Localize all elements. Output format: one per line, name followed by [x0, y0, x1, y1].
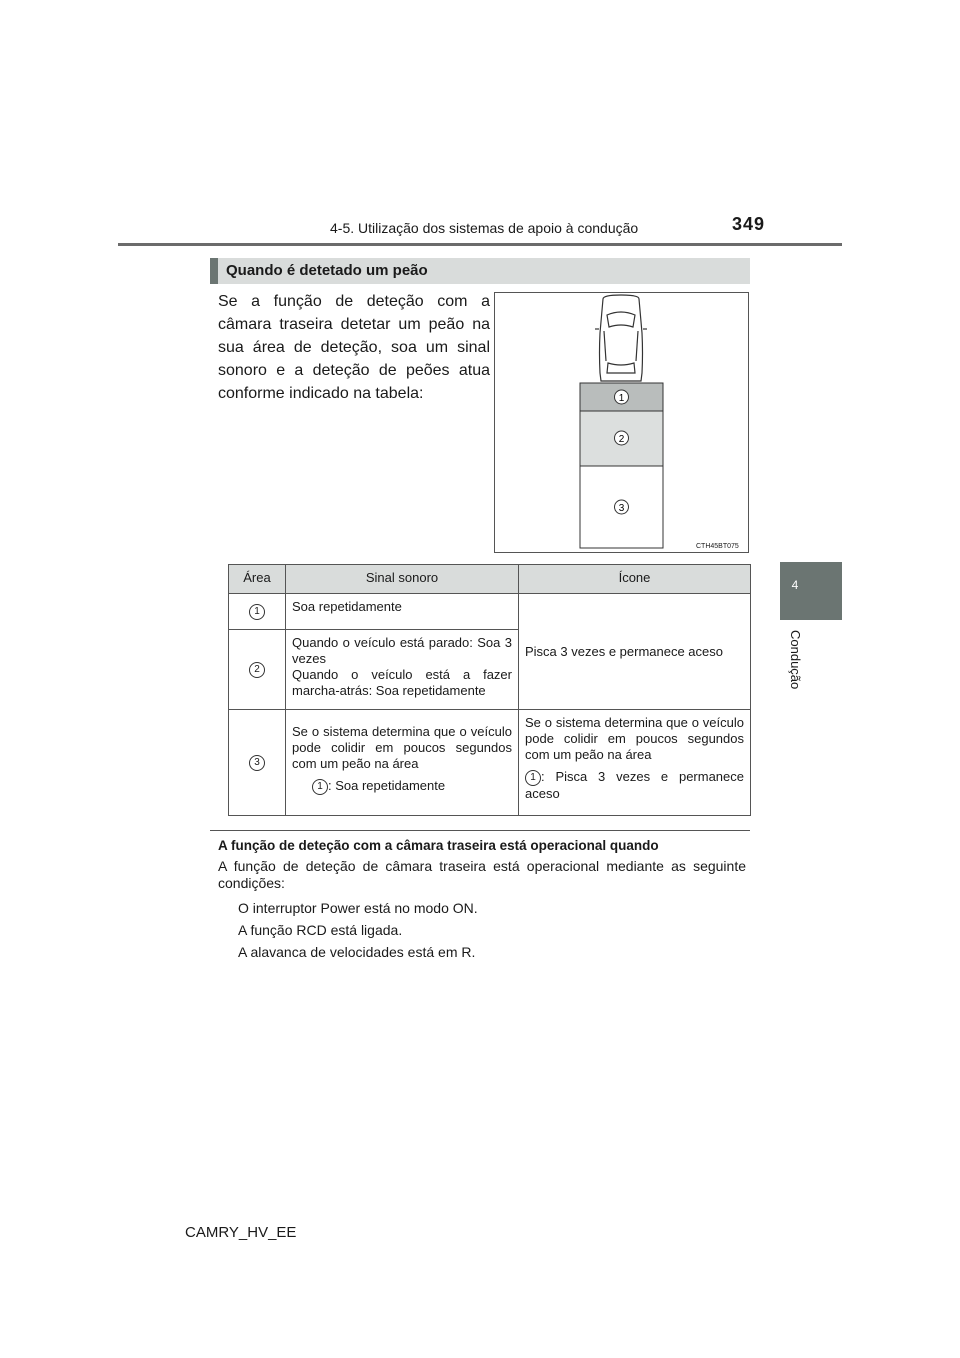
table-row [229, 594, 751, 630]
heading-accent-bar [210, 258, 218, 284]
zone-3-label: 3 [618, 503, 625, 514]
header-area: Área [229, 565, 286, 594]
header-sound: Sinal sonoro [286, 565, 519, 594]
car-icon [595, 295, 647, 381]
diagram-svg [495, 293, 748, 552]
table-row [229, 710, 751, 816]
sound-cell: Soa repetidamente [286, 594, 519, 630]
area-1-marker: 1 [249, 604, 265, 620]
detection-table [228, 564, 751, 816]
icon-cell-merged: Pisca 3 vezes e permanece aceso [519, 594, 751, 710]
sound-cell [286, 710, 519, 816]
page-number: 349 [732, 214, 766, 234]
zone-1-label: 1 [618, 393, 625, 404]
sound-sub-text: : Soa repetidamente [328, 778, 446, 793]
chapter-number: 4 [791, 578, 799, 592]
conditions-title: A função de deteção com a câmara traseira está operacional quando [218, 838, 659, 853]
area-ref-marker: 1 [525, 770, 541, 786]
footer-model-code: CAMRY_HV_EE [185, 1224, 297, 1241]
sound-cell [286, 630, 519, 710]
header-icon: Ícone [519, 565, 751, 594]
conditions-intro: A função de deteção de câmara traseira está operacional mediante as seguinte condições: [218, 858, 746, 891]
area-2-marker: 2 [249, 662, 265, 678]
sound-subline [292, 778, 512, 795]
condition-item: O interruptor Power está no modo ON. [238, 900, 478, 916]
icon-sub-text: : Pisca 3 vezes e permanece aceso [525, 769, 744, 801]
section-title: Quando é detetado um peão [226, 262, 428, 279]
sound-line: Quando o veículo está a fazer marcha-atrás: Soa repetidamente [292, 667, 512, 698]
table-header-row [229, 565, 751, 594]
area-ref-marker: 1 [312, 779, 328, 795]
condition-item: A função RCD está ligada. [238, 922, 403, 938]
header-divider [118, 243, 842, 246]
zone-2-label: 2 [618, 434, 625, 445]
detection-zone-diagram [494, 292, 749, 553]
section-heading [210, 258, 750, 284]
sound-line: Quando o veículo está parado: Soa 3 vezes [292, 635, 512, 666]
area-cell [229, 594, 286, 630]
section-divider [210, 830, 750, 831]
header-section-title: 4-5. Utilização dos sistemas de apoio à condução [330, 220, 639, 236]
area-cell [229, 630, 286, 710]
diagram-code: CTH45BT075 [696, 543, 739, 550]
chapter-label: Condução [788, 630, 803, 690]
icon-cell [519, 710, 751, 816]
sound-text: Se o sistema determina que o veículo pode colidir em poucos segundos com um peão na área [292, 724, 512, 771]
icon-subline [525, 769, 744, 802]
intro-paragraph: Se a função de deteção com a câmara traseira detetar um peão na sua área de deteção, soa um sinal sonoro e a deteção de peões atua conforme indicado na tabela: [218, 293, 490, 402]
area-cell [229, 710, 286, 816]
area-3-marker: 3 [249, 755, 265, 771]
icon-text: Se o sistema determina que o veículo pode colidir em poucos segundos com um peão na área [525, 715, 744, 762]
condition-item: A alavanca de velocidades está em R. [238, 944, 476, 960]
